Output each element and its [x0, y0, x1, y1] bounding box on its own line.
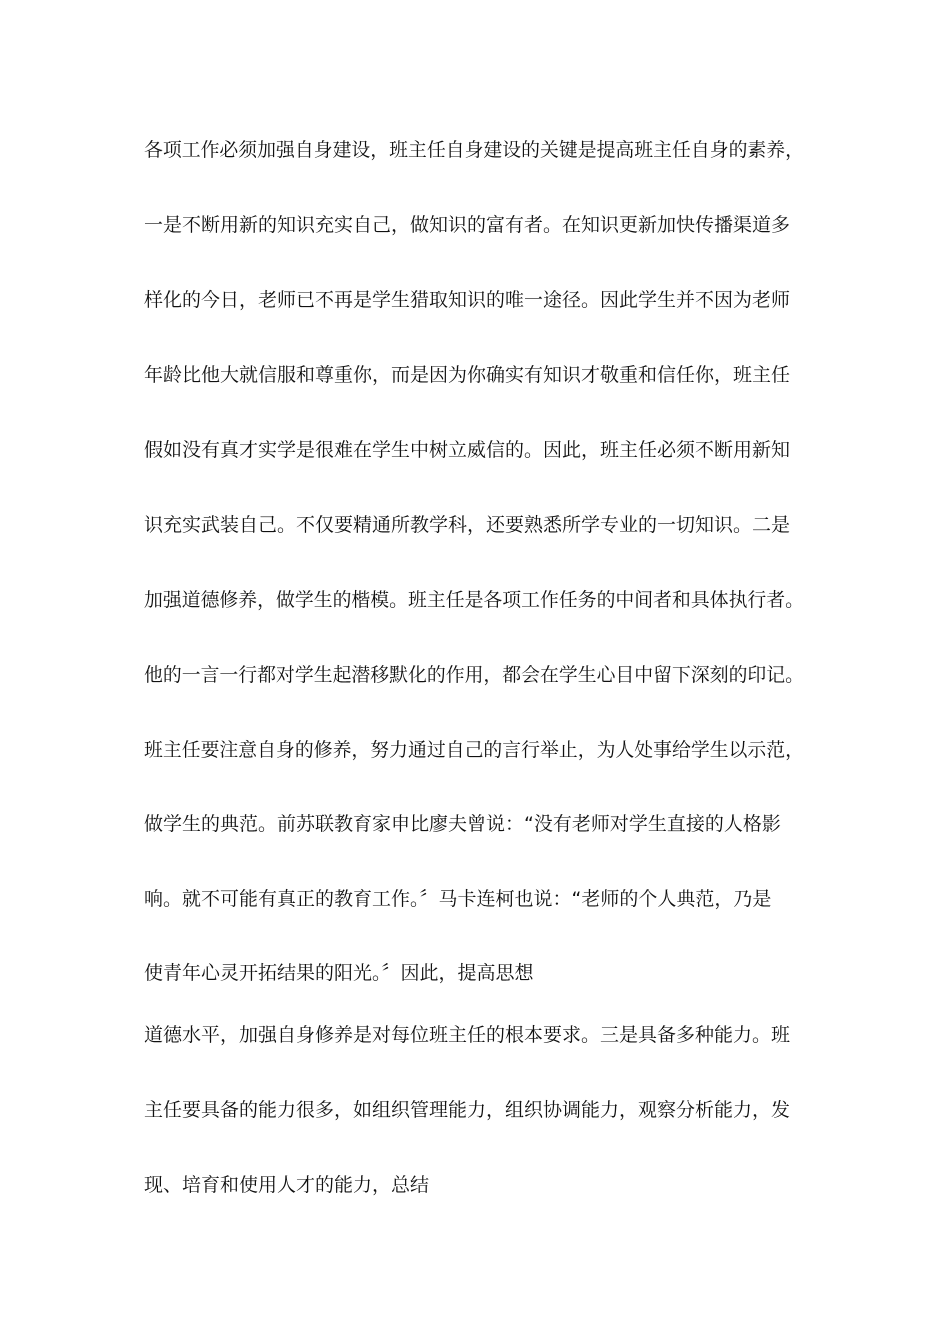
- text-line-3: 样化的今日，老师已不再是学生猎取知识的唯一途径。因此学生并不因为老师: [144, 289, 791, 311]
- text-line-5: 假如没有真才实学是很难在学生中树立威信的。因此，班主任必须不断用新知: [144, 439, 791, 461]
- text-line-13: 道德水平，加强自身修养是对每位班主任的根本要求。三是具备多种能力。班: [144, 1024, 791, 1046]
- text-line-15: 现、培育和使用人才的能力，总结: [144, 1174, 430, 1196]
- text-line-14: 主任要具备的能力很多，如组织管理能力，组织协调能力，观察分析能力，发: [144, 1099, 791, 1121]
- text-line-9: 班主任要注意自身的修养，努力通过自己的言行举止，为人处事给学生以示范，: [144, 739, 805, 761]
- text-line-12: 使青年心灵开拓结果的阳光。〞因此，提高思想: [144, 962, 534, 984]
- text-line-2: 一是不断用新的知识充实自己，做知识的富有者。在知识更新加快传播渠道多: [144, 214, 791, 236]
- text-line-11: 响。就不可能有真正的教育工作。〞马卡连柯也说：“老师的个人典范，乃是: [144, 888, 772, 910]
- text-line-8: 他的一言一行都对学生起潜移默化的作用，都会在学生心目中留下深刻的印记。: [144, 664, 805, 686]
- text-line-7: 加强道德修养，做学生的楷模。班主任是各项工作任务的中间者和具体执行者。: [144, 589, 805, 611]
- text-line-10: 做学生的典范。前苏联教育家申比廖夫曾说：“没有老师对学生直接的人格影: [144, 813, 781, 835]
- text-line-6: 识充实武装自己。不仅要精通所教学科，还要熟悉所学专业的一切知识。二是: [144, 514, 791, 536]
- text-line-4: 年龄比他大就信服和尊重你，而是因为你确实有知识才敬重和信任你，班主任: [144, 364, 791, 386]
- text-line-1: 各项工作必须加强自身建设，班主任自身建设的关键是提高班主任自身的素养，: [144, 139, 805, 161]
